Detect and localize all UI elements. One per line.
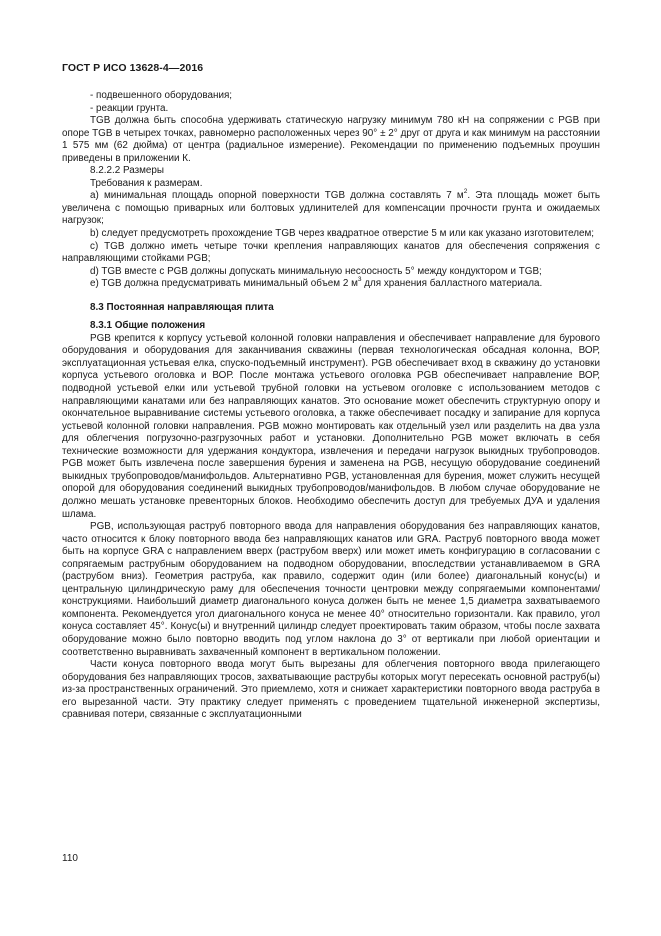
- paragraph: Требования к размерам.: [90, 177, 203, 189]
- requirement-e: e) TGB должна предусматривать минимальный объем 2 $м^3$ для хранения балластного материала.: [90, 275, 543, 290]
- paragraph: - реакции грунта.: [90, 102, 169, 114]
- paragraph: PGB крепится к корпусу устьевой колонной головки направления и обеспечивает направление для бурового оборудования и оборудования для заканчивания скважины (первая технологическая обсадная колонна, ВОР, эксплуатационная устьевая елка, спуско-подъемный инструмент). PGB обеспечивает вход в скважину до установки корпуса устьевого оголовка и ВОР. После монтажа устьевого оголовка PGB обеспечивает направление ВОР, подводной устьевой елки или устьевой трубной головки на устьевом оголовке с использованием методов с направляющими канатами или без направляющих канатов. Это основание может обеспечить структурную опору и окончательное выравнивание системы устьевого оголовка, а также обеспечивает посадку и запирание для корпуса устьевой колонной головки направления. PGB можно монтировать как отдельный узел или разделить на два узла для облегчения погрузочно-разгрузочных работ и установки. Дополнительно PGB может включать в себя технические возможности для удержания кондуктора, извлечения и передачи нагрузок выкидных трубопроводов. PGB может быть извлечена после завершения бурения и заменена на PGB, несущую оборудование соединений выкидных трубопроводов/манифольдов. Альтернативно PGB, установленная для бурения, может служить несущей опорой для оборудования соединений выкидных трубопроводов/манифольдов. В любом случае оборудование не должно мешать установке превенторных блоков. Необходимо обеспечить доступ для требуемых ДУА и удаления шлама.: [62, 332, 600, 520]
- paragraph: Части конуса повторного ввода могут быть вырезаны для облегчения повторного ввода прилегающего оборудования без направляющих тросов, захватывающие раструбы которых могут пересекать основной раструб(ы) из-за пространственных ограничений. Это приемлемо, хотя и снижает характеристики повторного ввода раструба в его вырезанной части. Эту практику следует применять с проведением тщательной инженерной экспертизы, сравнивая потери, связанные с эксплуатационными: [62, 659, 600, 721]
- requirement-a: a) минимальная площадь опорной поверхности TGB должна составлять 7 $м^2$. Эта площадь может быть увеличена с помощью приварных или болтовых удлинителей для компенсации прочности грунта и ожидаемых нагрузок;: [62, 188, 600, 227]
- document-header: ГОСТ Р ИСО 13628-4—2016: [62, 62, 204, 74]
- paragraph: - подвешенного оборудования;: [90, 90, 233, 101]
- section-title: 8.3 Постоянная направляющая плита: [90, 301, 274, 313]
- page-number: 110: [62, 853, 78, 864]
- requirement-b: b) следует предусмотреть прохождение TGB через квадратное отверстие 5 м или как указано изготовителем;: [90, 228, 595, 240]
- page-content: [62, 90, 600, 722]
- subsection-title: 8.3.1 Общие положения: [90, 320, 206, 332]
- requirement-c: c) TGB должно иметь четыре точки крепления направляющих канатов для обеспечения сопряжения с направляющими стойками PGB;: [62, 240, 600, 265]
- requirement-d: d) TGB вместе с PGB должны допускать минимальную несоосность 5° между кондуктором и TGB;: [90, 265, 542, 277]
- paragraph: PGB, использующая раструб повторного ввода для направления оборудования без направляющих канатов, часто относится к блоку повторного ввода без направляющих канатов или GRA. Раструб повторного ввода может быть на корпусе GRA с направлением вверх (раструбом вверх) или может иметь конфигурацию в согласовании с сопрягаемым раструбным оборудованием на подводном оборудовании, впоследствии устанавливаемом в GRA (раструбом вниз). Геометрия раструба, как правило, содержит один (или более) диагональный конус(ы) и центральную цилиндрическую раму для обеспечения точности центровки между сопрягаемыми компонентами/конструкциями. Наибольший диаметр диагонального конуса должен быть не менее 1,5 диаметра захватываемого компонента. Рекомендуется угол диагонального конуса не менее 40° относительно горизонтали. Как правило, угол конуса составляет 45°. Конус(ы) и внутренний цилиндр следует проектировать таким образом, чтобы после захвата оборудование можно было повторно вводить под углом наклона до 3° от вертикали при любой ориентации и соответственно выравнивать захваченный компонент в вертикальном положении.: [62, 521, 600, 658]
- clause-number: 8.2.2.2 Размеры: [90, 165, 164, 177]
- paragraph: TGB должна быть способна удерживать статическую нагрузку минимум 780 кН на сопряжении с PGB при опоре TGB в четырех точках, равномерно расположенных через 90° ± 2° друг от друга и как минимум на расстоянии 1 575 мм (62 дюйма) от центра (радиальное измерение). Рекомендации по применению подъемных проушин приведены в приложении К.: [62, 115, 600, 164]
